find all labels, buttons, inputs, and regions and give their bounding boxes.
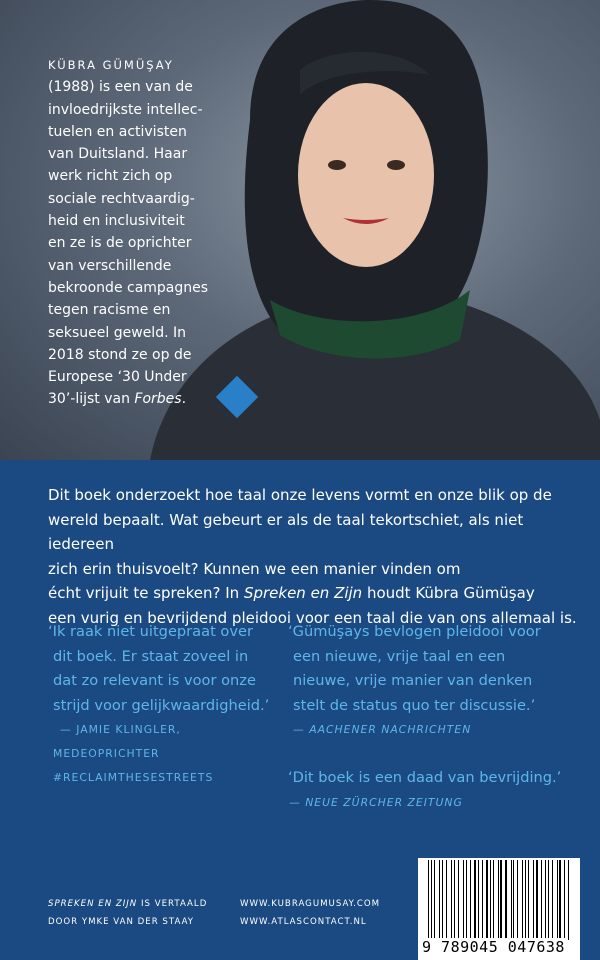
barcode-bar <box>486 860 487 940</box>
bio-line: invloedrijkste intellec- <box>48 101 203 118</box>
author-website-link[interactable]: WWW.KUBRAGUMUSAY.COM <box>240 899 381 909</box>
quote-line: stelt de status quo ter discussie.’ <box>293 696 536 714</box>
barcode-bar <box>505 860 507 940</box>
quote-line: nieuwe, vrije manier van denken <box>293 672 533 689</box>
review-quote <box>288 766 561 815</box>
websites <box>240 895 380 931</box>
translation-credit <box>48 895 207 931</box>
bio-line: van verschillende <box>48 257 172 274</box>
bio-line: werk richt zich op <box>48 168 173 185</box>
barcode-bar <box>522 860 523 940</box>
barcode-bar <box>517 860 518 940</box>
bio-text: 30’-lijst van <box>48 391 135 408</box>
barcode-bar <box>454 860 455 940</box>
book-title: SPREKEN EN ZIJN <box>48 899 138 909</box>
barcode-bar <box>474 860 476 940</box>
quote-source: MEDEOPRICHTER <box>53 747 160 760</box>
bio-line <box>48 388 218 410</box>
barcode-bar <box>559 860 560 940</box>
quote-line: dat zo relevant is voor onze <box>53 672 256 689</box>
quote-source: — NEUE ZÜRCHER ZEITUNG <box>289 795 463 809</box>
quote-source: — JAMIE KLINGLER, <box>60 723 181 736</box>
blurb-title: Spreken en Zijn <box>243 584 363 602</box>
barcode-bar <box>557 860 558 940</box>
quote-line: ‘Gümüşays bevlogen pleidooi voor <box>288 623 541 640</box>
barcode-bar <box>490 860 491 940</box>
bio-line: seksueel geweld. In <box>48 324 186 341</box>
credit-text: IS VERTAALD <box>137 899 208 909</box>
bio-line: bekroonde campagnes <box>48 279 209 296</box>
barcode-bar <box>493 860 494 940</box>
blurb-line: zich erin thuisvoelt? Kunnen we een manier vinden om <box>48 559 461 578</box>
quote-line: dit boek. Er staat zoveel in <box>53 647 249 665</box>
bio-line: (1988) is een van de <box>48 79 193 96</box>
barcode-bar <box>525 860 526 940</box>
barcode-bar <box>536 860 538 940</box>
blurb-line: Dit boek onderzoekt hoe taal onze levens vormt en onze blik op de <box>48 486 552 504</box>
quote-line: strijd voor gelijkwaardigheid.’ <box>53 696 270 714</box>
publisher-website-link[interactable]: WWW.ATLASCONTACT.NL <box>240 917 367 927</box>
bio-line: van Duitsland. Haar <box>48 146 188 163</box>
blurb-text: houdt Kübra Gümüşay <box>362 584 535 602</box>
barcode-bar <box>434 860 435 940</box>
barcode-bar <box>478 860 479 940</box>
barcode-bar <box>545 860 546 940</box>
quote-source: #RECLAIMTHESESTREETS <box>53 771 214 784</box>
barcode-bar <box>428 860 429 940</box>
barcode-bar <box>463 860 464 940</box>
barcode-bar <box>500 860 501 940</box>
barcode-bar <box>528 860 529 940</box>
bio-line: 2018 stond ze op de <box>48 346 192 363</box>
bio-line: en ze is de oprichter <box>48 235 192 252</box>
barcode-bar <box>431 860 432 940</box>
bio-line: heid en inclusiviteit <box>48 213 185 230</box>
review-quote <box>288 620 541 742</box>
quote-line: ‘Dit boek is een daad van bevrijding.’ <box>288 769 562 786</box>
barcode-bar <box>568 860 569 940</box>
barcode-bar <box>541 860 542 940</box>
barcode-bar <box>458 860 459 940</box>
barcode-bar <box>513 860 514 940</box>
isbn-number: 9 789045 047638 <box>422 938 565 956</box>
blurb-text: écht vrijuit te spreken? In <box>48 584 244 602</box>
isbn-barcode <box>418 858 580 960</box>
barcode-bar <box>548 860 549 940</box>
blurb-line <box>48 581 588 606</box>
barcode-bar <box>498 860 499 940</box>
bio-text: . <box>181 391 187 408</box>
bio-forbes: Forbes <box>134 391 182 408</box>
barcode-bar <box>470 860 471 940</box>
barcode-bar <box>564 860 565 940</box>
quote-line: ‘Ik raak niet uitgepraat over <box>48 623 253 640</box>
barcode-bar <box>511 860 512 940</box>
barcode-bar <box>439 860 440 940</box>
barcode-bar <box>482 860 483 940</box>
bio-line: Europese ‘30 Under <box>48 369 187 386</box>
blurb-line: een vurig en bevrijdend pleidooi voor een taal die van ons allemaal is. <box>48 608 577 627</box>
book-blurb <box>48 483 588 630</box>
barcode-bars <box>428 860 570 940</box>
barcode-bar <box>533 860 534 940</box>
barcode-bar <box>552 860 553 940</box>
quote-line: een nieuwe, vrije taal en een <box>293 647 506 665</box>
author-bio <box>48 54 218 411</box>
barcode-bar <box>442 860 443 940</box>
review-quote <box>48 620 269 790</box>
author-name: KÜBRA GÜMÜŞAY <box>48 58 174 72</box>
translator: DOOR YMKE VAN DER STAAY <box>48 917 195 927</box>
barcode-bar <box>466 860 467 940</box>
blurb-line: wereld bepaalt. Wat gebeurt er als de taal tekortschiet, als niet iedereen <box>48 510 524 553</box>
barcode-bar <box>451 860 452 940</box>
quote-source: — AACHENER NACHRICHTEN <box>293 723 472 736</box>
bio-line: tuelen en activisten <box>48 123 187 140</box>
bio-line: tegen racisme en <box>48 302 171 319</box>
bio-line: sociale rechtvaardig- <box>48 190 195 207</box>
barcode-bar <box>446 860 448 940</box>
